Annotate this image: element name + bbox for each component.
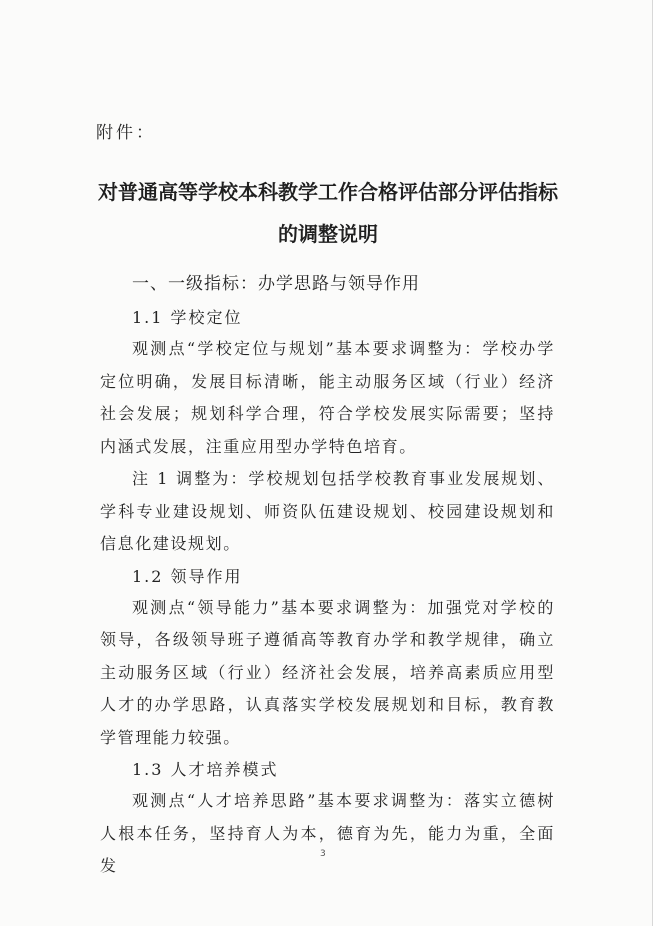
title-line-2: 的调整说明 (278, 222, 378, 246)
subsection-heading-1-3: 1.3 人才培养模式 (132, 760, 279, 779)
paragraph-1-1-b: 注 1 调整为：学校规划包括学校教育事业发展规划、学科专业建设规划、师资队伍建设规划、校园建设规划和信息化建设规划。 (100, 469, 555, 553)
attachment-label: 附件： (96, 123, 156, 143)
paragraph-1-1-a: 观测点“学校定位与规划”基本要求调整为：学校办学定位明确，发展目标清晰，能主动服务区域（行业）经济社会发展；规划科学合理，符合学校发展实际需要；坚持内涵式发展，注重应用型办学特色培育。 (100, 339, 555, 456)
paragraph-1-3-a: 观测点“人才培养思路”基本要求调整为：落实立德树人根本任务，坚持育人为本，德育为先，能力为重，全面发 (100, 791, 555, 875)
section-heading: 一、一级指标：办学思路与领导作用 (132, 274, 420, 294)
paragraph-1-2-a: 观测点“领导能力”基本要求调整为：加强党对学校的领导，各级领导班子遵循高等教育办学和教学规律，确立主动服务区域（行业）经济社会发展，培养高素质应用型人才的办学思路，认真落实学校发展规划和目标，教育教学管理能力较强。 (100, 597, 555, 747)
page-number: 3 (320, 849, 326, 859)
subsection-heading-1-2: 1.2 领导作用 (132, 566, 243, 586)
subsection-heading-1-1: 1.1 学校定位 (132, 308, 243, 327)
title-line-1: 对普通高等学校本科教学工作合格评估部分评估指标 (98, 180, 558, 204)
document-body (100, 262, 555, 883)
document-title (98, 171, 558, 255)
